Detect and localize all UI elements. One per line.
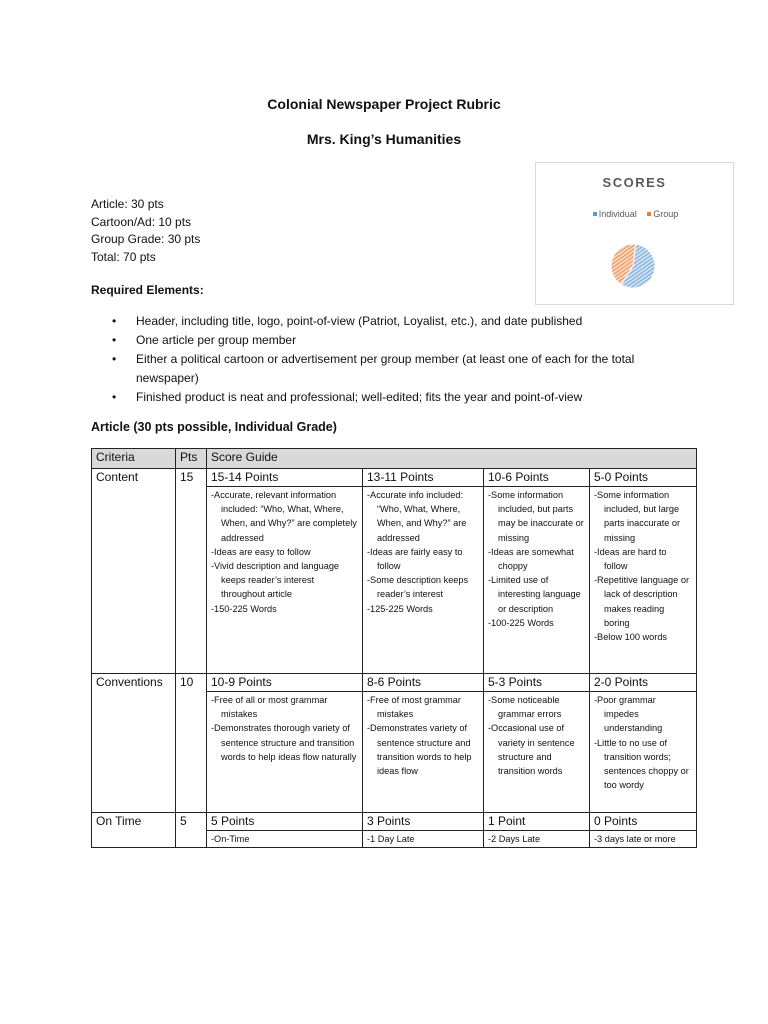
score-description xyxy=(590,831,697,848)
header-criteria: Criteria xyxy=(92,449,176,469)
description-line: -On-Time xyxy=(211,834,250,844)
pts-cell: 10 xyxy=(176,674,207,813)
score-level: 10-6 Points xyxy=(484,469,590,487)
score-description xyxy=(207,487,363,674)
description-line: -Free of most grammar mistakes xyxy=(367,695,461,720)
pts-cell: 15 xyxy=(176,469,207,674)
score-level: 15-14 Points xyxy=(207,469,363,487)
bullet: • xyxy=(112,390,117,404)
score-description xyxy=(363,487,484,674)
table-row xyxy=(92,674,697,692)
score-description xyxy=(590,692,697,813)
description-line: -Some information included, but large parts inaccurate or missing xyxy=(594,490,681,543)
score-level: 8-6 Points xyxy=(363,674,484,692)
description-line: -1 Day Late xyxy=(367,834,415,844)
description-line: -Some noticeable grammar errors xyxy=(488,695,562,720)
list-item: • Header, including title, logo, point-of-view (Patriot, Loyalist, etc.), and date published xyxy=(112,312,672,331)
bullet: • xyxy=(112,333,117,347)
criteria-cell: Content xyxy=(92,469,176,674)
description-line: -Limited use of interesting language or description xyxy=(488,575,581,614)
description-line: -Little to no use of transition words; sentences choppy or too wordy xyxy=(594,737,689,791)
score-description xyxy=(590,487,697,674)
description-line: -Occasional use of variety in sentence structure and transition words xyxy=(488,723,575,777)
article-heading: Article (30 pts possible, Individual Grade) xyxy=(91,420,337,434)
header-score-guide: Score Guide xyxy=(207,449,697,469)
legend-item-individual xyxy=(591,209,640,219)
score-description xyxy=(363,831,484,848)
points-line: Group Grade: 30 pts xyxy=(91,232,201,246)
score-level: 5 Points xyxy=(207,813,363,831)
point-summary xyxy=(91,196,200,266)
required-elements-heading: Required Elements: xyxy=(91,283,204,297)
score-level: 13-11 Points xyxy=(363,469,484,487)
score-description xyxy=(207,831,363,848)
score-description xyxy=(207,692,363,813)
description-line: -Repetitive language or lack of description makes reading boring xyxy=(594,575,689,628)
description-line: -2 Days Late xyxy=(488,834,541,844)
score-description xyxy=(484,831,590,848)
description-line: -3 days late or more xyxy=(594,834,676,844)
description-line: -Demonstrates variety of sentence structure and transition words to help ideas flow xyxy=(367,723,472,777)
description-line: -Accurate info included: “Who, What, Where, When, and Why?” are addressed xyxy=(367,490,467,543)
score-description xyxy=(363,692,484,813)
score-level: 2-0 Points xyxy=(590,674,697,692)
points-line: Total: 70 pts xyxy=(91,249,156,264)
list-item: • Either a political cartoon or advertisement per group member (at least one of each for the total newspaper) xyxy=(112,352,635,385)
description-line: -Below 100 words xyxy=(594,632,668,643)
description-line: -Ideas are fairly easy to follow xyxy=(367,546,463,572)
points-line: Cartoon/Ad: 10 pts xyxy=(91,214,192,229)
score-level: 3 Points xyxy=(363,813,484,831)
score-level: 5-0 Points xyxy=(590,469,697,487)
document-title: Colonial Newspaper Project Rubric xyxy=(267,96,501,112)
criteria-cell: Conventions xyxy=(92,674,176,813)
description-line: -Some information included, but parts may be inaccurate or missing xyxy=(488,490,584,543)
description-line: -Free of all or most grammar mistakes xyxy=(211,695,328,720)
description-line: -Accurate, relevant information included: “Who, What, Where, When, and Why?” are completely addressed xyxy=(211,490,357,543)
description-line: -Poor grammar impedes understanding xyxy=(594,695,663,734)
score-level: 5-3 Points xyxy=(484,674,590,692)
rubric-table xyxy=(91,448,697,848)
description-line: -100-225 Words xyxy=(488,617,554,628)
score-description xyxy=(484,692,590,813)
score-description xyxy=(484,487,590,674)
scores-pie xyxy=(608,241,658,291)
legend-label: Group xyxy=(653,209,679,219)
table-row xyxy=(92,469,697,487)
bullet: • xyxy=(112,314,117,328)
points-line: Article: 30 pts xyxy=(91,197,164,211)
description-line: -125-225 Words xyxy=(367,603,433,614)
criteria-cell: On Time xyxy=(92,813,176,848)
chart-title: SCORES xyxy=(602,175,667,190)
list-item: • One article per group member xyxy=(112,331,672,350)
list-item: • Finished product is neat and professional; well-edited; fits the year and point-of-view xyxy=(112,388,672,407)
description-line: -Ideas are hard to follow xyxy=(594,546,667,572)
legend-swatch xyxy=(593,212,597,216)
bullet: • xyxy=(112,352,117,366)
description-line: -Ideas are easy to follow xyxy=(211,546,311,557)
description-line: -Vivid description and language keeps reader’s interest throughout article xyxy=(211,561,340,600)
description-line: -Some description keeps reader’s interest xyxy=(367,575,469,600)
header-pts: Pts xyxy=(176,449,207,469)
description-line: -150-225 Words xyxy=(211,603,277,614)
chart-legend xyxy=(536,209,733,219)
score-level: 10-9 Points xyxy=(207,674,363,692)
score-level: 0 Points xyxy=(590,813,697,831)
table-header-row xyxy=(92,449,697,469)
description-line: -Demonstrates thorough variety of sentence structure and transition words to help ideas flow naturally xyxy=(211,723,357,762)
required-elements-list xyxy=(112,312,672,407)
table-row xyxy=(92,813,697,831)
pts-cell: 5 xyxy=(176,813,207,848)
legend-label: Individual xyxy=(598,209,637,219)
document-subtitle: Mrs. King’s Humanities xyxy=(306,131,462,147)
legend-swatch xyxy=(647,212,651,216)
description-line: -Ideas are somewhat choppy xyxy=(488,546,574,572)
legend-item-group xyxy=(645,209,678,219)
score-level: 1 Point xyxy=(484,813,590,831)
